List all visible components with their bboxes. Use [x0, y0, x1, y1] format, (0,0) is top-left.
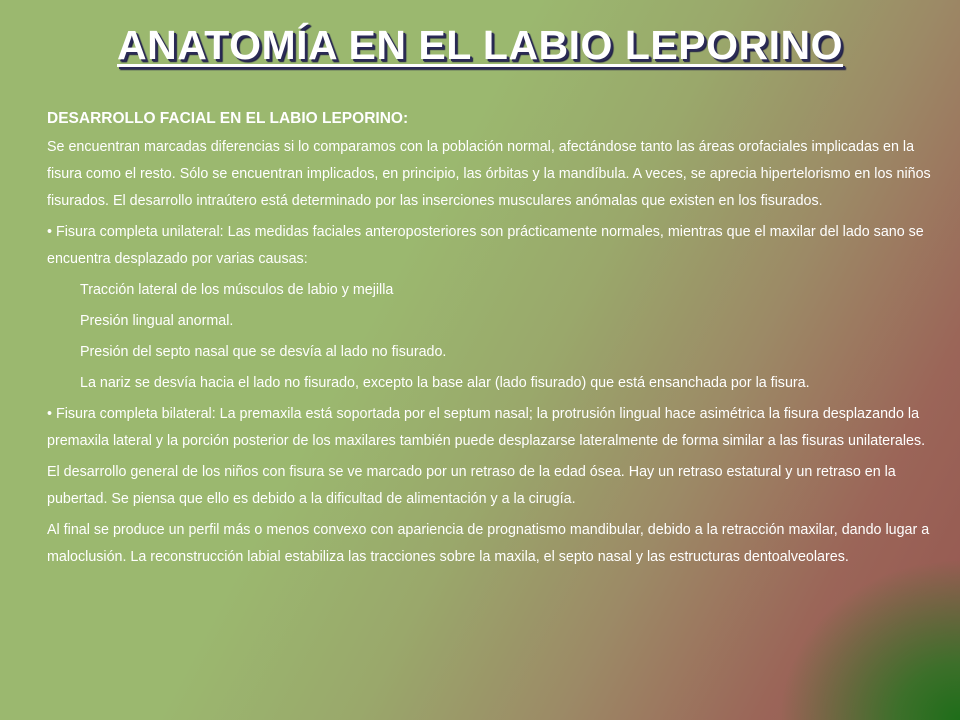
intro-paragraph: Se encuentran marcadas diferencias si lo comparamos con la población normal, afectándose tanto las áreas orofaciales implicadas en la fisura como el resto. Sólo se encuentran implicados, en principio, las órbitas y la mandíbula. A veces, se aprecia hipertelorismo en los niños fisurados. El desarrollo intraútero está determinado por las inserciones musculares anómalas que existen en los fisurados. — [47, 139, 931, 209]
cause-item: Tracción lateral de los músculos de labio y mejilla — [80, 282, 394, 298]
unilateral-paragraph: • Fisura completa unilateral: Las medidas faciales anteroposteriores son prácticamente normales, mientras que el maxilar del lado sano se encuentra desplazado por varias causas: — [47, 224, 924, 267]
general-development-paragraph: El desarrollo general de los niños con fisura se ve marcado por un retraso de la edad ósea. Hay un retraso estatural y un retraso en la pubertad. Se piensa que ello es debido a la dificultad de alimentación y a la cirugía. — [47, 464, 896, 507]
bilateral-paragraph: • Fisura completa bilateral: La premaxila está soportada por el septum nasal; la protrusión lingual hace asimétrica la fisura desplazando la premaxila lateral y la porción posterior de los maxilares también puede desplazarse lateralmente de forma similar a las fisuras unilaterales. — [47, 406, 926, 449]
slide-content — [47, 108, 937, 575]
section-subtitle: DESARROLLO FACIAL EN EL LABIO LEPORINO: — [47, 110, 409, 127]
slide-title: ANATOMÍA EN EL LABIO LEPORINO — [117, 22, 843, 68]
cause-item: La nariz se desvía hacia el lado no fisurado, excepto la base alar (lado fisurado) que está ensanchada por la fisura. — [80, 375, 810, 391]
final-paragraph: Al final se produce un perfil más o menos convexo con apariencia de prognatismo mandibular, debido a la retracción maxilar, dando lugar a maloclusión. La reconstrucción labial estabiliza las tracciones sobre la maxila, el septo nasal y las estructuras dentoalveolares. — [47, 522, 930, 565]
cause-item: Presión del septo nasal que se desvía al lado no fisurado. — [80, 344, 447, 360]
cause-item: Presión lingual anormal. — [80, 313, 234, 329]
